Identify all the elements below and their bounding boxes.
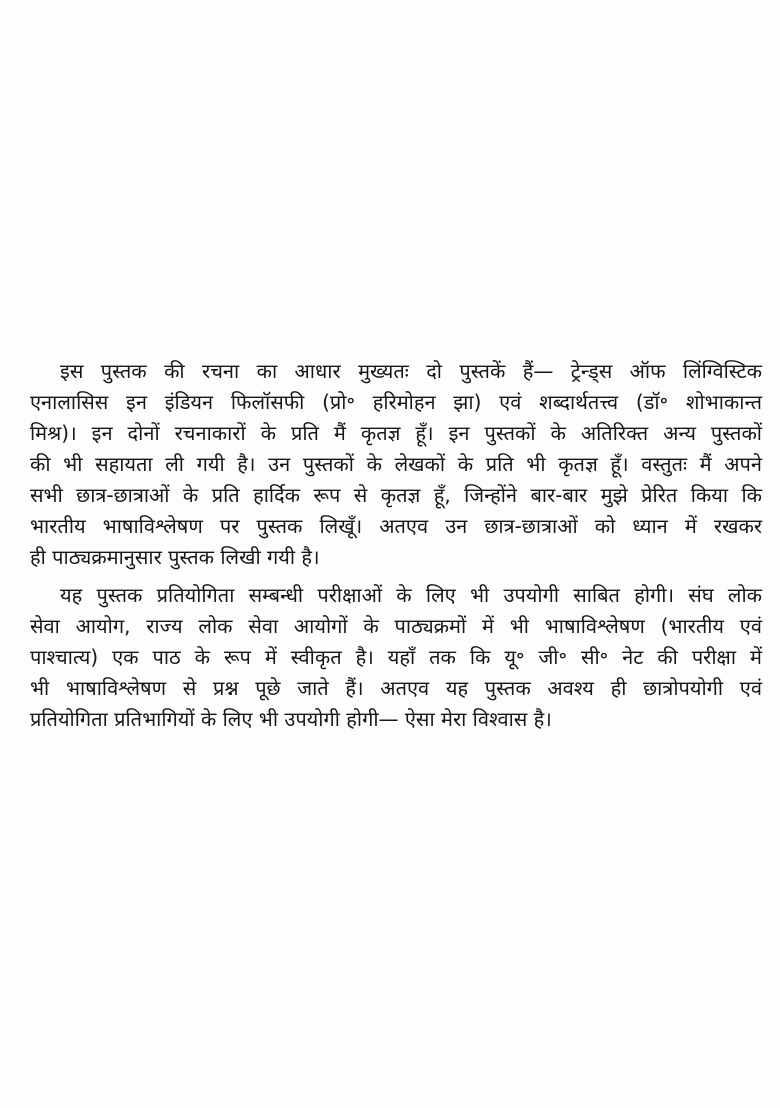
text-line: प्रतियोगिता प्रतिभागियों के लिए भी उपयोगी होगी— ऐसा मेरा विश्वास है।	[30, 707, 552, 731]
text-line: की भी सहायता ली गयी है। उन पुस्तकों के लेखकों के प्रति भी कृतज्ञ हूँ। वस्तुतः मैं अपने	[30, 452, 762, 476]
text-line: मिश्र)। इन दोनों रचनाकारों के प्रति मैं कृतज्ञ हूँ। इन पुस्तकों के अतिरिक्त अन्य पुस्तकों	[30, 421, 762, 445]
text-line: सेवा आयोग, राज्य लोक सेवा आयोगों के पाठ्यक्रमों में भी भाषाविश्लेषण (भारतीय एवं	[30, 614, 762, 638]
text-line: भारतीय भाषाविश्लेषण पर पुस्तक लिखूँ। अतएव उन छात्र-छात्राओं को ध्यान में रखकर	[30, 514, 762, 538]
document-page	[30, 356, 762, 735]
paragraph-1	[30, 356, 762, 573]
text-line: भी भाषाविश्लेषण से प्रश्न पूछे जाते हैं। अतएव यह पुस्तक अवश्य ही छात्रोपयोगी एवं	[30, 676, 762, 700]
text-line: पाश्चात्य) एक पाठ के रूप में स्वीकृत है। यहाँ तक कि यू॰ जी॰ सी॰ नेट की परीक्षा में	[30, 645, 762, 669]
text-line: यह पुस्तक प्रतियोगिता सम्बन्धी परीक्षाओं के लिए भी उपयोगी साबित होगी। संघ लोक	[60, 583, 762, 607]
paragraph-2	[30, 580, 762, 735]
text-line: इस पुस्तक की रचना का आधार मुख्यतः दो पुस्तकें हैं— ट्रेन्ड्स ऑफ लिंग्विस्टिक	[60, 359, 762, 383]
text-line: एनालासिस इन इंडियन फिलॉसफी (प्रो॰ हरिमोहन झा) एवं शब्दार्थतत्त्व (डॉ॰ शोभाकान्त	[30, 390, 762, 414]
text-line: ही पाठ्यक्रमानुसार पुस्तक लिखी गयी है।	[30, 545, 320, 569]
text-line: सभी छात्र-छात्राओं के प्रति हार्दिक रूप से कृतज्ञ हूँ, जिन्होंने बार-बार मुझे प्रेरित किया कि	[30, 483, 762, 507]
